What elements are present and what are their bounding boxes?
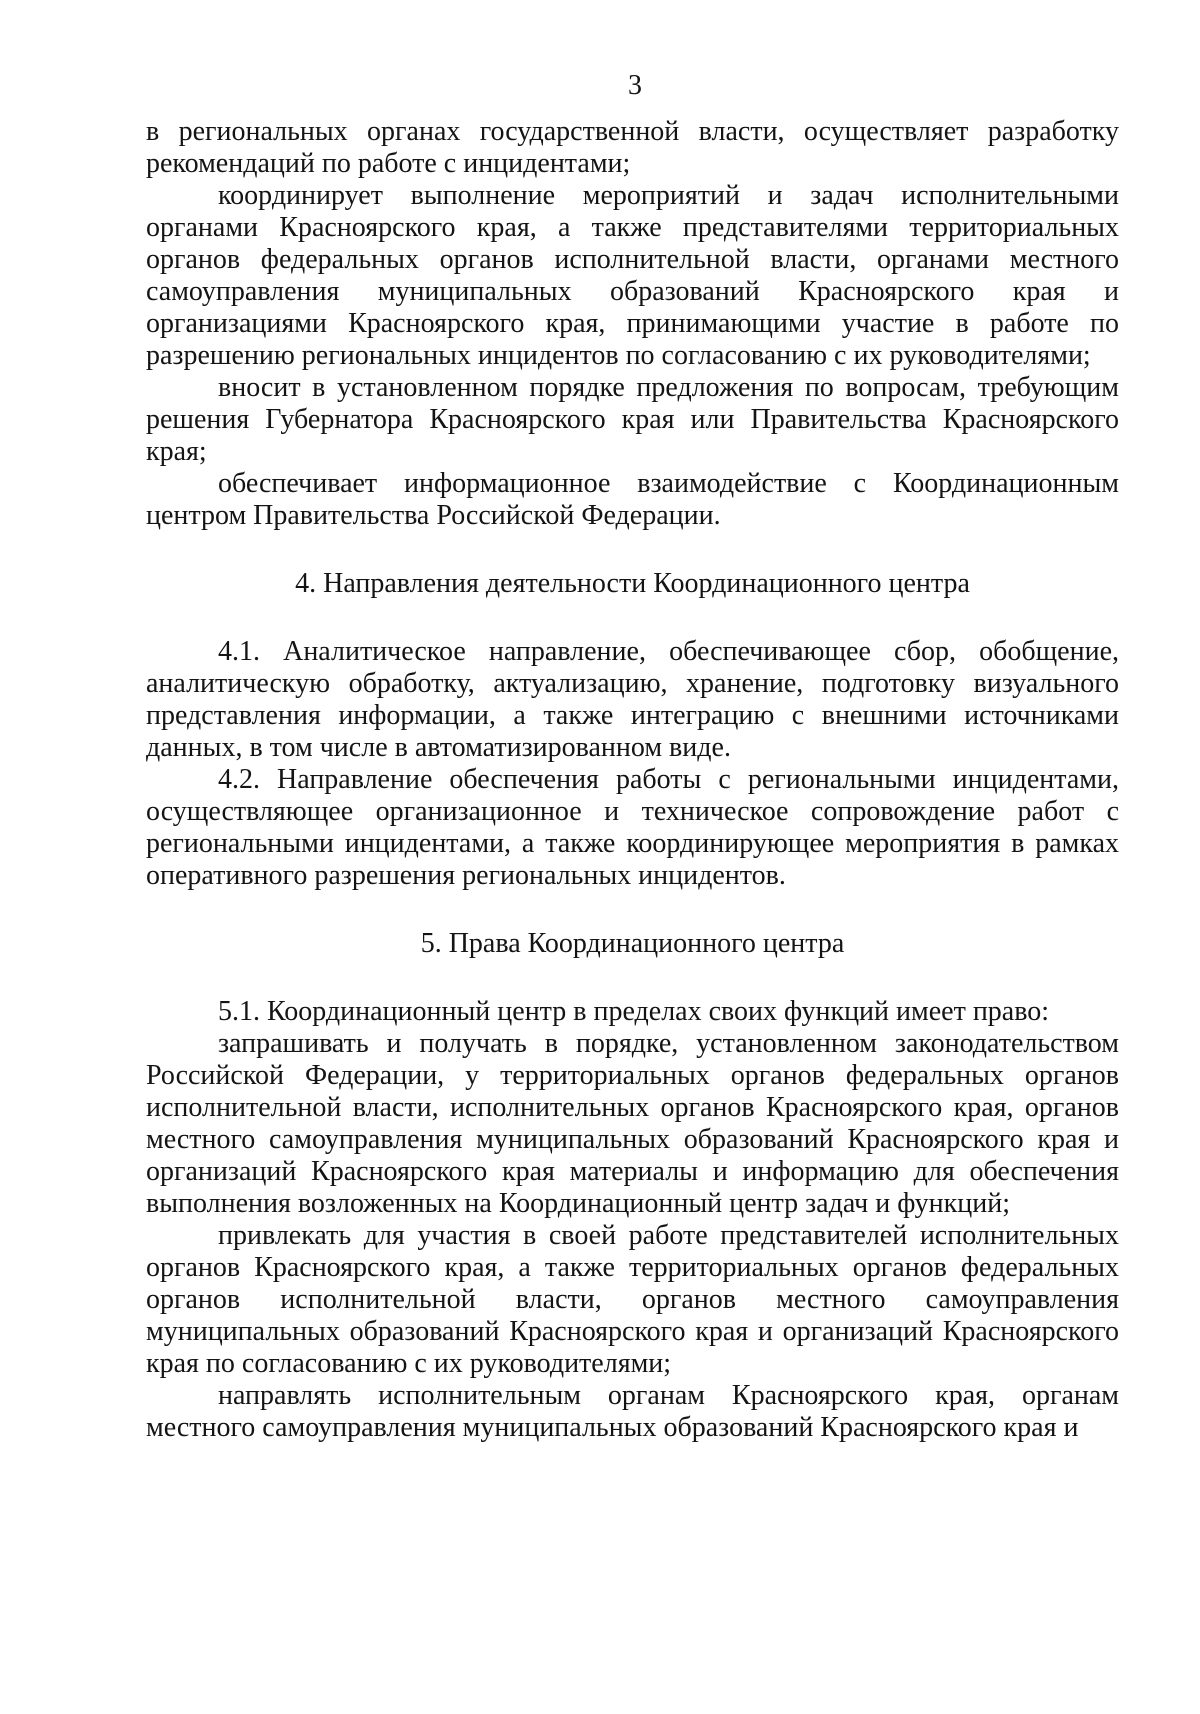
paragraph-4-2: 4.2. Направление обеспечения работы с региональными инцидентами, осуществляющее организационное и техническое сопровождение работ с региональными инцидентами, а также координирующее мероприятия в рамках оперативного разрешения региональных инцидентов. bbox=[146, 764, 1119, 891]
paragraph-interaction: обеспечивает информационное взаимодействие с Координационным центром Правительства Российской Федерации. bbox=[146, 468, 1119, 531]
paragraph-5-1: 5.1. Координационный центр в пределах своих функций имеет право: bbox=[218, 996, 1050, 1027]
paragraph-coordinates: координирует выполнение мероприятий и задач исполнительными органами Красноярского края, а также представителями территориальных органов федеральных органов исполнительной власти, органами местного самоуправления муниципальных образований Красноярского края и организациями Красноярского края, принимающими участие в работе по разрешению региональных инцидентов по согласованию с их руководителями; bbox=[146, 180, 1119, 371]
section-5-heading: 5. Права Координационного центра bbox=[420, 928, 845, 959]
document-body bbox=[146, 116, 1119, 1444]
paragraph-request-info: запрашивать и получать в порядке, установленном законодательством Российской Федерации, у территориальных органов федеральных органов исполнительной власти, исполнительных органов Красноярского края, органов местного самоуправления муниципальных образований Красноярского края и организаций Красноярского края материалы и информацию для обеспечения выполнения возложенных на Координационный центр задач и функций; bbox=[146, 1028, 1119, 1219]
paragraph-proposals: вносит в установленном порядке предложения по вопросам, требующим решения Губернатора Красноярского края или Правительства Красноярского края; bbox=[146, 372, 1119, 467]
paragraph-involve-representatives: привлекать для участия в своей работе представителей исполнительных органов Красноярского края, а также территориальных органов федеральных органов исполнительной власти, органов местного самоуправления муниципальных образований Красноярского края и организаций Красноярского края по согласованию с их руководителями; bbox=[146, 1220, 1119, 1379]
page-number: 3 bbox=[628, 70, 642, 101]
section-4-heading: 4. Направления деятельности Координационного центра bbox=[295, 568, 970, 599]
paragraph-send-to-bodies: направлять исполнительным органам Красноярского края, органам местного самоуправления муниципальных образований Красноярского края и bbox=[146, 1380, 1119, 1443]
paragraph-4-1: 4.1. Аналитическое направление, обеспечивающее сбор, обобщение, аналитическую обработку, актуализацию, хранение, подготовку визуального представления информации, а также интеграцию с внешними источниками данных, в том числе в автоматизированном виде. bbox=[146, 636, 1119, 763]
paragraph-continuation: в региональных органах государственной власти, осуществляет разработку рекомендаций по работе с инцидентами; bbox=[146, 116, 1119, 179]
